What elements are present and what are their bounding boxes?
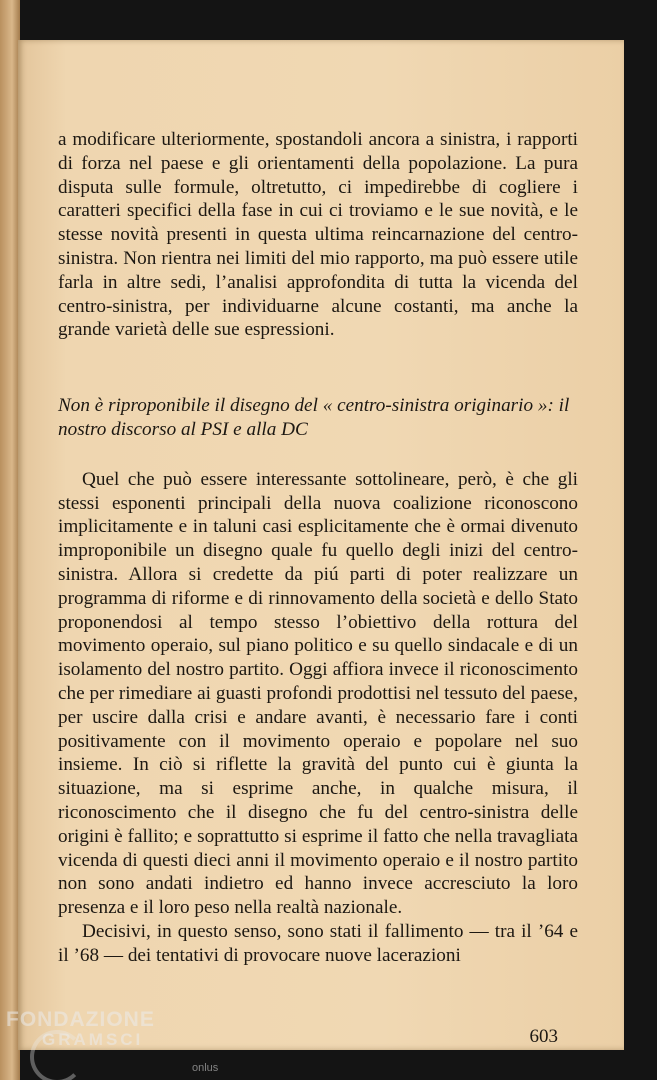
adjacent-page-edge	[0, 0, 20, 1080]
watermark-logo-ring	[30, 1030, 84, 1080]
page-number: 603	[529, 1026, 558, 1047]
book-page	[18, 40, 624, 1050]
paragraph-main: Quel che può essere interessante sottolineare, però, è che gli stessi esponenti principali della nuova coalizione riconoscono implicitamente e in taluni casi esplicitamente che è ormai divenuto improponibile un disegno quale fu quello degli inizi del centro-sinistra. Allora si credette da piú parti di poter realizzare un programma di riforme e di rinnovamento della società e dello Stato proponendosi al tempo stesso l’obiettivo della rottura del movimento operaio, sul piano politico e su quello sindacale e di un isolamento del nostro partito. Oggi affiora invece il riconoscimento che per rimediare ai guasti profondi prodottisi nel tessuto del paese, per uscire dalla crisi e andare avanti, è necessario fare i conti positivamente con il movimento operaio e popolare nel suo insieme. In ciò si riflette la gravità del punto cui è giunta la situazione, ma si esprime anche, in qualche misura, il riconoscimento che il disegno che fu del centro-sinistra delle origini è fallito; e soprattutto si esprime il fatto che nella travagliata vicenda di questi dieci anni il movimento operaio e il nostro partito non sono andati indietro ed hanno invece accresciuto la loro presenza e il loro peso nella realtà nazionale.	[58, 468, 578, 919]
paragraph-continuation: a modificare ulteriormente, spostandoli ancora a sinistra, i rapporti di forza nel paese e gli orientamenti della popolazione. La pura disputa sulle formule, oltretutto, ci impedirebbe di cogliere i caratteri specifici della fase in cui ci troviamo e le sue novità, e le stesse novità presenti in questa ultima reincarnazione del centro-sinistra. Non rientra nei limiti del mio rapporto, ma può essere utile farla in altre sedi, l’analisi approfondita di tutta la vicenda del centro-sinistra, per individuarne alcune costanti, ma anche la grande varietà delle sue espressioni.	[58, 129, 578, 341]
page-text-block	[58, 128, 578, 968]
watermark-line-2: GRAMSCI	[42, 1030, 144, 1049]
watermark-line-1: FONDAZIONE	[6, 1008, 155, 1031]
section-title: Non è riproponibile il disegno del « centro-sinistra originario »: il nostro discorso al PSI e alla DC	[58, 395, 570, 440]
watermark-suffix: onlus	[192, 1062, 219, 1074]
paragraph-closing: Decisivi, in questo senso, sono stati il fallimento — tra il ’64 e il ’68 — dei tentativi di provocare nuove lacerazioni	[58, 920, 578, 966]
